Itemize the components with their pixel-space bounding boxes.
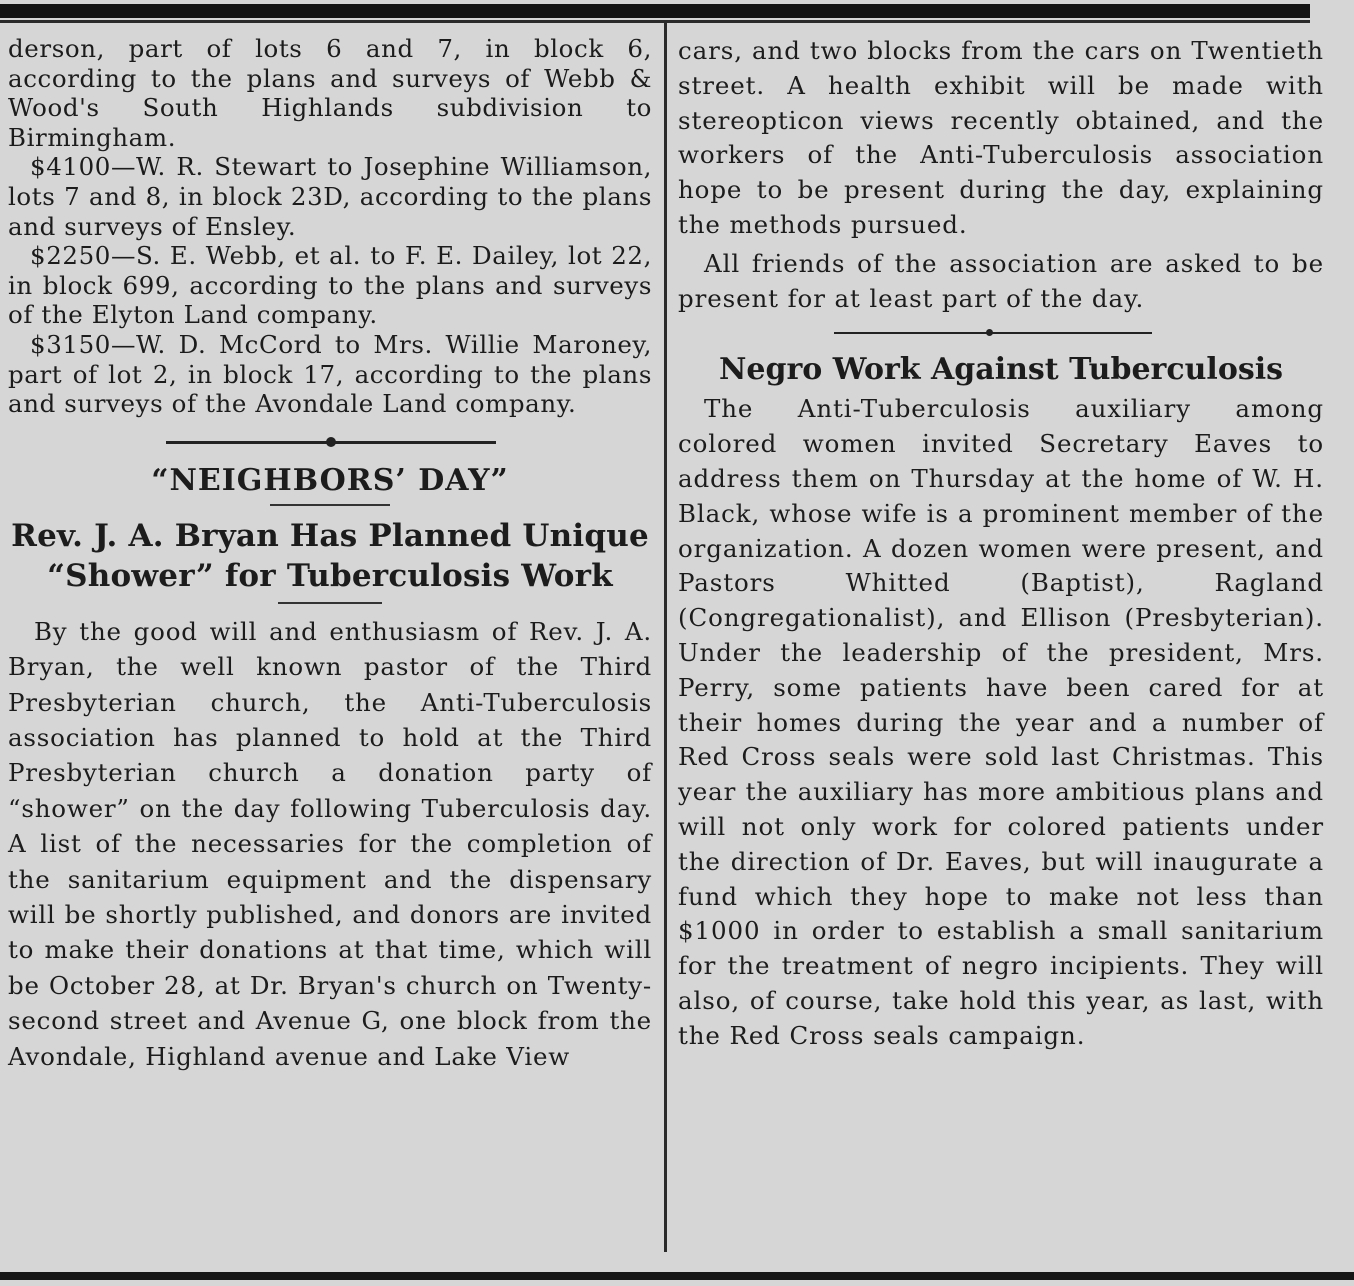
article-headline-line2: “Shower” for Tuberculosis Work [47, 557, 613, 594]
section-divider [8, 431, 652, 455]
right-column [678, 34, 1324, 1054]
property-transfers [8, 34, 652, 419]
article-headline-line1: Rev. J. A. Bryan Has Planned Unique [11, 517, 649, 554]
column-divider [664, 22, 667, 1252]
left-column [8, 34, 652, 1074]
transfer-paragraph: $4100—W. R. Stewart to Josephine Williamson, lots 7 and 8, in block 23D, according to the plans and surveys of Ensley. [8, 152, 652, 241]
kicker-rule [270, 504, 390, 506]
article-paragraph: The Anti-Tuberculosis auxiliary among colored women invited Secretary Eaves to address them on Thursday at the home of W. H. Black, whose wife is a prominent member of the organization. A dozen women were present, and Pastors Whitted (Baptist), Ragland (Congregationalist), and Ellison (Presbyterian). Under the leadership of the president, Mrs. Perry, some patients have been cared for at their homes during the year and a number of Red Cross seals were sold last Christmas. This year the auxiliary has more ambitious plans and will not only work for colored patients under the direction of Dr. Eaves, but will inaugurate a fund which they hope to make not less than $1000 in order to establish a small sanitarium for the treatment of negro incipients. They will also, of course, take hold this year, as last, with the Red Cross seals campaign. [678, 394, 1324, 1050]
article-body [8, 614, 652, 1074]
top-rule [0, 4, 1310, 18]
negro-work-headline: Negro Work Against Tuberculosis [718, 352, 1284, 388]
section-divider [678, 322, 1324, 346]
article-kicker: “NEIGHBORS’ DAY” [151, 462, 509, 498]
bottom-rule [0, 1272, 1354, 1280]
transfer-paragraph: $2250—S. E. Webb, et al. to F. E. Dailey, lot 22, in block 699, according to the plans and surveys of the Elyton Land company. [8, 241, 652, 330]
top-rule-thin [0, 20, 1310, 23]
continued-article [678, 34, 1324, 316]
friends-paragraph: All friends of the association are asked to be present for at least part of the day. [678, 248, 1324, 313]
headline-rule [278, 602, 382, 604]
continued-paragraph: cars, and two blocks from the cars on Twentieth street. A health exhibit will be made with stereopticon views recently obtained, and the workers of the Anti-Tuberculosis association hope to be present during the day, explaining the methods pursued. [678, 36, 1324, 239]
transfer-paragraph: derson, part of lots 6 and 7, in block 6, according to the plans and surveys of Webb & Wood's South Highlands subdivision to Birmingham. [8, 34, 652, 152]
transfer-paragraph: $3150—W. D. McCord to Mrs. Willie Maroney, part of lot 2, in block 17, according to the plans and surveys of the Avondale Land company. [8, 329, 652, 419]
negro-work-body [678, 392, 1324, 1053]
article-paragraph: By the good will and enthusiasm of Rev. J. A. Bryan, the well known pastor of the Third Presbyterian church, the Anti-Tuberculosis association has planned to hold at the Third Presbyterian church a donation party of “shower” on the day following Tuberculosis day. A list of the necessaries for the completion of the sanitarium equipment and the dispensary will be shortly published, and donors are invited to make their donations at that time, which will be October 28, at Dr. Bryan's church on Twenty-second street and Avenue G, one block from the Avondale, Highland avenue and Lake View [8, 616, 652, 1071]
